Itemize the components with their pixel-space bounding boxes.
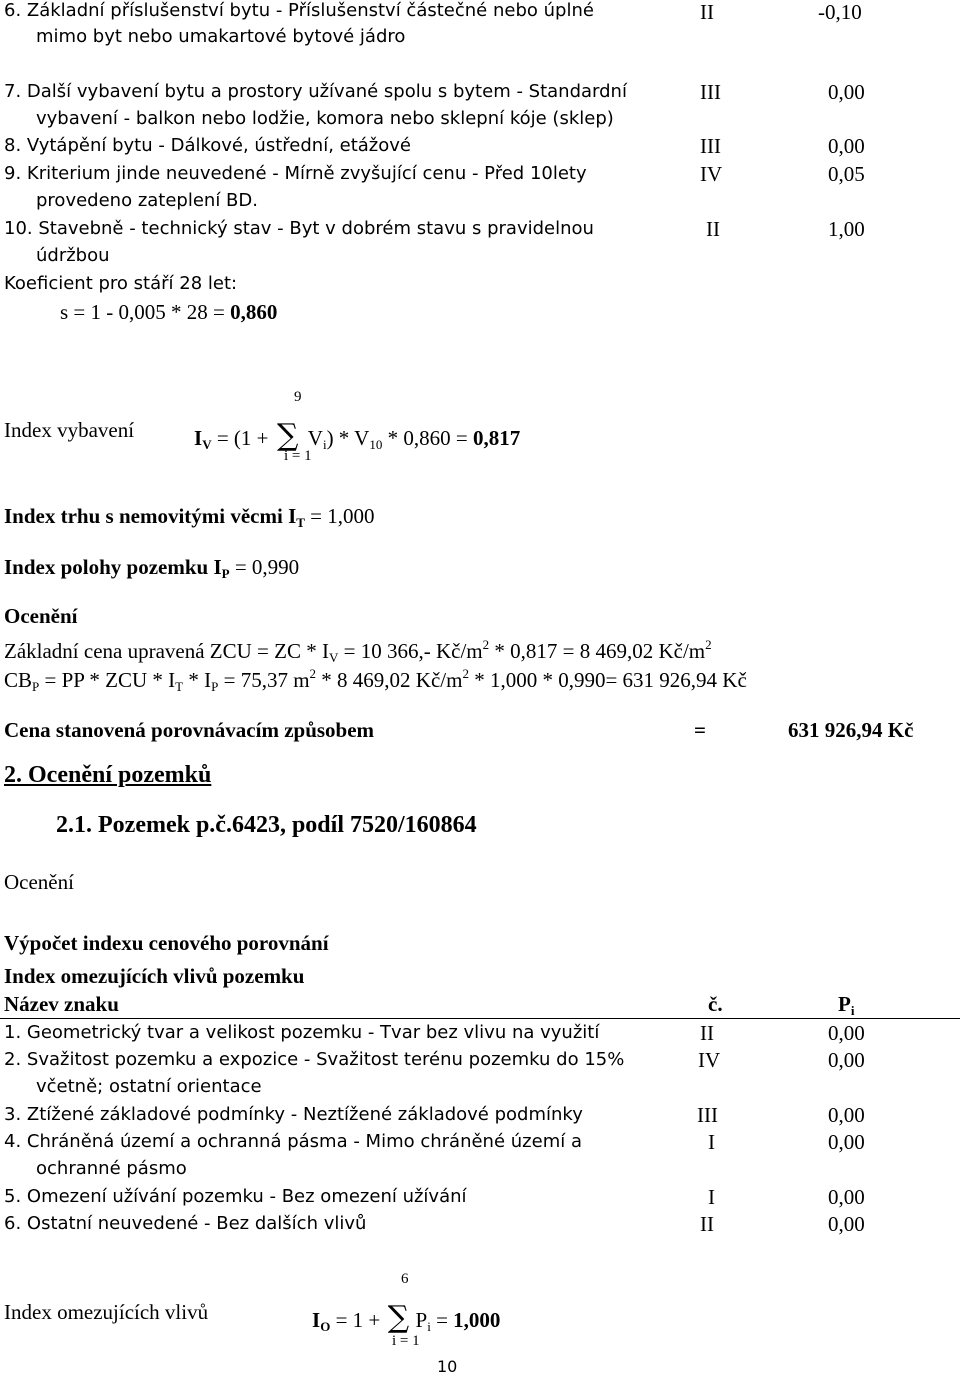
page-number: 10 xyxy=(437,1357,458,1376)
index-vybaveni-label: Index vybavení xyxy=(4,418,135,442)
zcu-a: Základní cena upravená ZCU = ZC * I xyxy=(4,639,329,663)
iv-mid: ) * V xyxy=(326,426,370,450)
iv-open: = (1 + xyxy=(211,426,274,450)
omez-heading: Index omezujících vlivů pozemku xyxy=(4,964,305,988)
item-6-class: II xyxy=(700,0,714,24)
factor-4-line1: 4. Chráněná území a ochranná pásma - Mimo chráněné území a xyxy=(4,1131,582,1152)
index-omez-formula xyxy=(312,1300,500,1335)
item-7-line2: vybavení - balkon nebo lodžie, komora nebo sklepní kóje (sklep) xyxy=(36,108,614,129)
item-10-class: II xyxy=(706,217,720,241)
io-rest: = xyxy=(430,1308,454,1332)
factor-3-line1: 3. Ztížené základové podmínky - Neztížené základové podmínky xyxy=(4,1104,583,1125)
age-formula-text: s = 1 - 0,005 * 28 = xyxy=(60,300,231,324)
item-6-value: -0,10 xyxy=(818,0,862,24)
io-result: 1,000 xyxy=(453,1308,501,1332)
cena-label: Cena stanovená porovnávacím způsobem xyxy=(4,718,375,742)
cbp-line xyxy=(4,666,747,695)
factor-1-line1: 1. Geometrický tvar a velikost pozemku - Tvar bez vlivu na využití xyxy=(4,1022,600,1043)
oceneni-heading: Ocenění xyxy=(4,604,78,628)
iv-vi: V xyxy=(307,426,323,450)
omez-sum-upper-limit: 6 xyxy=(401,1271,409,1287)
item-10-line1: 10. Stavebně - technický stav - Byt v dobrém stavu s pravidelnou xyxy=(4,218,594,239)
sum-upper-limit: 9 xyxy=(294,389,302,405)
index-polohy-value: = 0,990 xyxy=(229,555,300,579)
index-trhu-text: Index trhu s nemovitými věcmi I xyxy=(4,504,297,528)
cena-equals: = xyxy=(694,718,706,742)
cena-value: 631 926,94 Kč xyxy=(788,718,914,742)
item-6-line1: 6. Základní příslušenství bytu - Příslušenství částečné nebo úplné xyxy=(4,0,594,21)
vypocet-heading: Výpočet indexu cenového porovnání xyxy=(4,931,329,955)
factor-2-line1: 2. Svažitost pozemku a expozice - Svažitost terénu pozemku do 15% xyxy=(4,1049,625,1070)
io-open: = 1 + xyxy=(330,1308,386,1332)
table-header-name: Název znaku xyxy=(4,992,119,1016)
cbp-d: = 75,37 m xyxy=(218,668,310,692)
index-trhu-value: = 1,000 xyxy=(304,504,375,528)
iv-rest: * 0,860 = xyxy=(382,426,473,450)
sum-lower-limit: i = 1 xyxy=(284,448,312,464)
zcu-b: = 10 366,- Kč/m xyxy=(338,639,483,663)
factor-2-value: 0,00 xyxy=(828,1048,865,1072)
table-header-rule xyxy=(0,1018,960,1019)
cbp-b-sub: T xyxy=(175,679,184,694)
cbp-e-sup: 2 xyxy=(462,666,469,681)
index-trhu-sub: T xyxy=(296,515,305,530)
item-10-value: 1,00 xyxy=(828,217,865,241)
cbp-a: CB xyxy=(4,668,33,692)
cbp-e: * 8 469,02 Kč/m xyxy=(316,668,463,692)
factor-2-class: IV xyxy=(698,1048,721,1072)
factor-3-class: III xyxy=(697,1103,718,1127)
table-header-p-sub: i xyxy=(850,1003,855,1018)
item-9-line1: 9. Kriterium jinde neuvedené - Mírně zvyšující cenu - Před 10lety xyxy=(4,163,587,184)
section-2-heading: 2. Ocenění pozemků xyxy=(4,762,212,788)
iv-symbol-sub: V xyxy=(202,437,212,452)
age-coefficient-label: Koeficient pro stáří 28 let: xyxy=(4,273,238,294)
item-9-class: IV xyxy=(700,162,723,186)
io-symbol: I xyxy=(312,1308,321,1332)
cbp-d-sup: 2 xyxy=(309,666,317,681)
item-8-value: 0,00 xyxy=(828,134,865,158)
factor-6-line1: 6. Ostatní neuvedené - Bez dalších vlivů xyxy=(4,1213,367,1234)
iv-v10-sub: 10 xyxy=(369,437,383,452)
sigma-icon: ∑ xyxy=(277,418,299,453)
factor-1-value: 0,00 xyxy=(828,1021,865,1045)
index-polohy-sub: P xyxy=(221,566,230,581)
item-10-line2: údržbou xyxy=(36,245,110,266)
item-7-value: 0,00 xyxy=(828,80,865,104)
cbp-f: * 1,000 * 0,990= 631 926,94 Kč xyxy=(468,668,747,692)
item-8-class: III xyxy=(700,134,721,158)
iv-vi-sub: i xyxy=(322,437,327,452)
item-9-line2: provedeno zateplení BD. xyxy=(36,190,258,211)
item-7-line1: 7. Další vybavení bytu a prostory užívané spolu s bytem - Standardní xyxy=(4,81,627,102)
index-polohy-text: Index polohy pozemku I xyxy=(4,555,222,579)
factor-5-class: I xyxy=(708,1185,715,1209)
iv-symbol: I xyxy=(194,426,203,450)
table-header-p-text: P xyxy=(838,992,851,1016)
factor-4-class: I xyxy=(708,1130,715,1154)
factor-1-class: II xyxy=(700,1021,714,1045)
item-6-line2: mimo byt nebo umakartové bytové jádro xyxy=(36,26,406,47)
age-result: 0,860 xyxy=(230,300,278,324)
oceneni-label: Ocenění xyxy=(4,870,74,894)
io-pi-sub: i xyxy=(427,1319,431,1334)
table-header-c: č. xyxy=(708,992,723,1016)
zcu-c: * 0,817 = 8 469,02 Kč/m xyxy=(489,639,706,663)
index-omez-label: Index omezujících vlivů xyxy=(4,1300,209,1324)
cbp-b: = PP * ZCU * I xyxy=(39,668,176,692)
index-trhu xyxy=(4,504,375,531)
index-vybaveni-formula xyxy=(194,418,520,453)
item-8-line1: 8. Vytápění bytu - Dálkové, ústřední, etážové xyxy=(4,135,411,156)
factor-5-value: 0,00 xyxy=(828,1185,865,1209)
cbp-c: * I xyxy=(183,668,212,692)
factor-4-value: 0,00 xyxy=(828,1130,865,1154)
sigma-icon-2: ∑ xyxy=(387,1300,410,1335)
item-7-class: III xyxy=(700,80,721,104)
factor-4-line2: ochranné pásmo xyxy=(36,1158,187,1179)
zcu-a-sub: V xyxy=(328,650,339,665)
table-header-p xyxy=(838,992,854,1019)
io-pi: P xyxy=(415,1308,428,1332)
cbp-c-sub: P xyxy=(211,679,219,694)
cbp-a-sub: P xyxy=(32,679,40,694)
io-symbol-sub: O xyxy=(320,1319,331,1334)
zcu-c-sup: 2 xyxy=(705,637,712,652)
factor-2-line2: včetně; ostatní orientace xyxy=(36,1076,262,1097)
factor-6-class: II xyxy=(700,1212,714,1236)
omez-sum-lower-limit: i = 1 xyxy=(392,1333,420,1349)
index-polohy xyxy=(4,555,299,582)
age-formula xyxy=(60,300,277,325)
item-9-value: 0,05 xyxy=(828,162,865,186)
zcu-b-sup: 2 xyxy=(482,637,490,652)
factor-3-value: 0,00 xyxy=(828,1103,865,1127)
iv-result: 0,817 xyxy=(472,426,521,450)
factor-5-line1: 5. Omezení užívání pozemku - Bez omezení užívání xyxy=(4,1186,467,1207)
factor-6-value: 0,00 xyxy=(828,1212,865,1236)
zcu-line xyxy=(4,637,712,666)
subsection-heading: 2.1. Pozemek p.č.6423, podíl 7520/160864 xyxy=(56,812,477,838)
